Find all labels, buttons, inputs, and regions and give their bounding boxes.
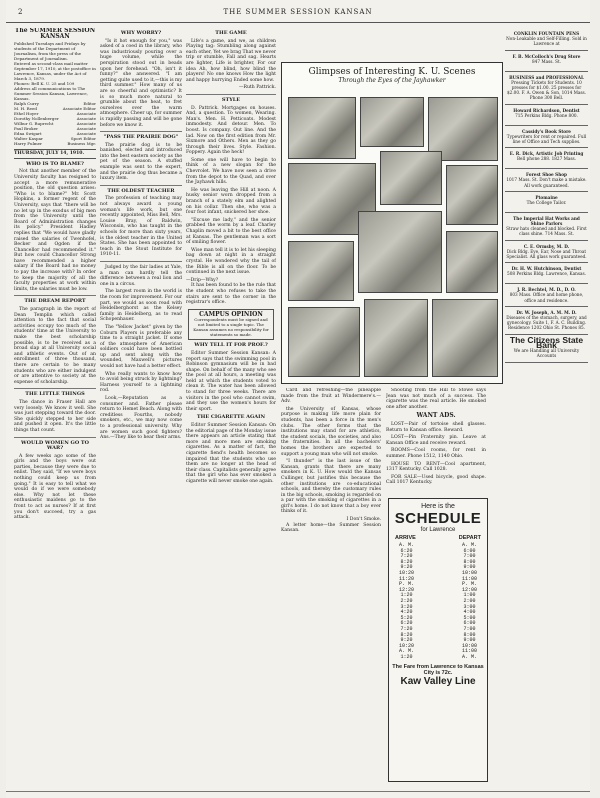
article-text: He was leaving the Hill at noon. A husky senior worn dropped from a branch of a stately elm and alighted on his collar. Then she, who was a four foot infant, snickered her shoe. <box>186 187 276 216</box>
photo-campus-scene <box>358 211 442 293</box>
photo-workshop <box>288 307 360 377</box>
arrive-time: 2:20 <box>400 597 413 604</box>
article-text: The largest room in the world is the room for improvement. For our part, we would as soon read with Heidelberghorst as the Kelsey family in Heidelberg, as to read Schopenhauer. <box>100 289 182 323</box>
ad-box <box>505 263 588 284</box>
want-ad: ROOMS—Cool rooms, for rent in summer. Phone 1512, 1140 Ohio. <box>386 448 486 459</box>
ad-body: Typewriters for rent or repaired. Full line of Office and Tech supplies. <box>506 133 587 145</box>
article-text: Who really wants to know how to avoid being struck by lightning? Harness yourself to a lightning rod. <box>100 371 182 394</box>
arrive-time: 5:20 <box>400 614 413 621</box>
photo-tower <box>446 165 498 225</box>
headline: THE OLDEST TEACHER <box>107 187 175 194</box>
ad-box <box>505 51 588 72</box>
campus-opinion-box <box>188 309 274 341</box>
masthead-title: THE SUMMER SESSION KANSAN <box>223 8 373 16</box>
arrive-time: 11:20 <box>399 575 415 582</box>
entry-text: Entered as second-class mail matter September 17, 1910, at the postoffice in Lawrence, Kansas, under the Act of March 3, 1879. <box>14 61 96 82</box>
article-sign: —Drip—Why? <box>186 277 219 283</box>
ad-body: The College Tailor. <box>526 200 567 206</box>
depart-time: 12:00 <box>461 586 477 593</box>
arrive-time: 8:20 <box>400 558 413 565</box>
ad-box <box>505 241 588 264</box>
article-text: Editor Summer Session Kansan: A report says that the swimming pool in Robinson gymnasium will be in bad shape. On behalf of the many who see the pool at all hours, a meeting was held at which the students voted to clean it. The water has been allowed to stand for three weeks. There are visitors in the pool who cannot swim, and they use the women's hours for their sport. <box>186 350 276 412</box>
article-text: A few weeks ago some of the girls and the boys were out parties, because they were due to enlist. They said, "If we were boys nothing could keep us from going." It is easy to tell what we would do if we were somebody else. Why not let these enthusiastic maidens go to the front to act as nurses? If at first you don't succeed, try a gas attack. <box>14 453 96 521</box>
ad-headline: CONKLIN FOUNTAIN PENS <box>513 31 580 36</box>
staff-row: Walter Kaspar Sport Editor <box>14 136 96 142</box>
staff-row: Wilbur G. Ruprecht Associate <box>14 121 96 127</box>
article-text: Judged by the fair ladies at Yale, a man can hardly tell the difference between a real lion and one in a circus. <box>100 264 182 287</box>
opinion-title: CAMPUS OPINION <box>199 310 263 318</box>
article-text: The paragraph in the report of Dean Templin which called attention to the fact that social activities occupy too much of the students' time at the University to make the best scholarship possible, is to be received as a broad slap at all University social and athletic events. Out of an enrollment of three thousand, there are certain to be many students who are either indulgent or are attentive to society at the expense of scholarship. <box>14 307 96 385</box>
ad-body: Dick Bldg. Eye, Ear, Nose and Throat Specialist. All glass work guaranteed. <box>506 248 587 260</box>
staff-row: Ralph Curry Editor <box>14 101 96 107</box>
article-text: Wise man tell it is to let his sleeping bag down at night in a straight crystal. He wondered why the tail of the Bible is all on the floor. To be continued in the next issue. <box>186 247 276 276</box>
ad-body: 715 Perkins Bldg. Phone 800. <box>515 112 578 118</box>
issue-date: THURSDAY, JULY 14, 1910. <box>14 149 96 159</box>
ad-body: Pressing Tickets for Students. 10 presses for $1.00. 25 presses for $2.00. F. A. Owen & Son, 1014 Mass. Phone 300 Bell. <box>507 79 586 101</box>
column-editorial <box>14 28 96 788</box>
ad-headline: Dr. W. Joseph, A. M. M. D. <box>516 309 577 315</box>
arrive-time: 12:20 <box>399 586 415 593</box>
article-text: Look,—Reputation as a consumer and. Father please return to Hemet Beach. Along with creditless Fourths, nobody smokers, etc., we may now come to a professional university. Why are women such good fighters? Ans.—They like to hear their arms. <box>100 396 182 441</box>
ads-column <box>505 28 588 363</box>
ad-box <box>505 105 588 126</box>
ad-box <box>505 335 588 363</box>
ad-headline: E. R. Dick, Artistic Job Printing <box>509 151 584 157</box>
ad-body: 508 Perkins Bldg. Lawrence, Kansas. <box>507 271 586 277</box>
headline: THE DREAM REPORT <box>24 298 86 305</box>
ad-box <box>505 72 588 105</box>
depart-time: 9:00 <box>463 564 476 571</box>
arrive-time: 9:20 <box>400 564 413 571</box>
arrive-time: A. M. <box>399 542 415 548</box>
staff-row: M. H. Reed Associate Editor <box>14 106 96 112</box>
ad-headline: The Citizens State Bank <box>509 334 584 350</box>
phones-text: Phones: Bell K. U. 25 and 109 <box>14 81 75 87</box>
article-text: Editor Summer Session Kansan: On the editorial page of the Monday issue there appears an article stating that more and more men are smoking cigarettes. As a matter of fact, the cigarette fiend's health becomes so impaired that the students who use them are no longer at the head of their class. Capitalists generally agree that the girl who has ever smoked a cigarette will never smoke one again. <box>186 423 276 484</box>
headline: THE CIGARETTE AGAIN <box>196 414 266 421</box>
arrive-time: 10:20 <box>399 569 415 576</box>
arrive-time: 8:20 <box>400 631 413 638</box>
column-five <box>386 388 486 494</box>
arrive-time: 7:20 <box>400 625 413 632</box>
ad-headline: Cassidy's Book Store <box>522 128 571 134</box>
ad-headline: C. E. Ormsby, M. D. <box>523 243 570 249</box>
depart-time: 8:00 <box>463 558 476 565</box>
schedule-intro: Here is the <box>421 503 455 510</box>
ad-box <box>505 213 588 241</box>
newspaper-page <box>6 0 590 798</box>
column-two <box>100 28 182 788</box>
staff-row: Dorothy Nollenberger Associate <box>14 116 96 122</box>
headline: "PASS THE PRAIRIE DOG" <box>103 134 179 141</box>
arrive-column <box>399 543 414 660</box>
photo-hall-interior <box>380 151 442 205</box>
ad-body: 847 Mass. St. <box>532 58 561 64</box>
ad-box <box>505 126 588 149</box>
depart-time: 11:00 <box>461 648 477 655</box>
depart-time: 4:00 <box>463 609 476 616</box>
ad-box <box>505 307 588 335</box>
depart-time: 5:00 <box>463 614 476 621</box>
opinion-text: Correspondents must be signed and not limited to a single topic. The Kansan assumes no responsibility for statements so made. <box>193 317 269 338</box>
depart-column <box>462 543 477 660</box>
arrive-time: 1:20 <box>400 653 413 660</box>
staff-row: Paul Broker Associate <box>14 126 96 132</box>
ad-headline: Howard Richardson, Dentist <box>513 107 580 113</box>
depart-time: 2:00 <box>463 597 476 604</box>
article-text: Some one will have to begin to think of a new slogan for the Chevrolet. We have now seen a drive from the depot to the Quad, and over the Jayhawk hills. <box>186 157 276 186</box>
depart-time: 9:00 <box>463 637 476 644</box>
arrive-time: 3:20 <box>400 603 413 610</box>
ad-headline: Dr. H. W. Hutchinson, Dentist <box>511 266 582 272</box>
article-text: D. Pattrick. Mortgages on houses. And, a question. To women, Wearing. Man's. Men. H. Petticoats. Modest immodesty. And detour. Men. To boost. Is company. Out line. And the lad. Now on the first edition from Mr. Sixmore and Others. Men as they go through their lives. Style. Fashion. Foppery. Again the heck! <box>186 105 276 156</box>
schedule-title: SCHEDULE <box>394 510 482 527</box>
arrive-time: 9:20 <box>400 637 413 644</box>
depart-time: 1:00 <box>463 592 476 599</box>
article-text: "Excuse me lady," and the senior grabbed the worm by a leaf. Charley Chaplin moved a bit to the best office at Kansas. The gentleman was a sort of smiling flower. <box>186 217 276 246</box>
ad-box <box>505 28 588 51</box>
want-ad: FOR SALE—Used bicycle, good shape. Call 1017 Kentucky. <box>386 474 486 486</box>
headline: WHY TELL IT FOR PROF.? <box>194 342 268 349</box>
ad-box <box>505 192 588 213</box>
depart-time: 7:00 <box>463 553 476 560</box>
staff-list <box>14 101 96 146</box>
staff-row: Edna Swigart Associate <box>14 131 96 137</box>
article-text: Shooting from the Hill to Stowe says Jean was not much of a success. The cigarette was the real article. He smoked one after another. <box>386 388 486 410</box>
arrive-time: 10:20 <box>399 642 415 649</box>
headline: THE LITTLE THINGS <box>25 391 85 398</box>
depart-time: 7:00 <box>463 625 476 632</box>
depart-time: 6:00 <box>463 547 476 554</box>
article-text: the University of Kansas, whose purpose is making life more plain for students, has been a force in the men's clubs. The other forms that the institutions may stand for are athletics, the student socials, the societies, and also the fraternities. In all the bachelors' homes the brothers are expected to support a young man who will not smoke. <box>281 406 381 457</box>
headline: WOULD WOMEN GO TO WAR? <box>21 439 89 452</box>
photo-stadium <box>432 299 498 377</box>
arrive-time: P. M. <box>399 581 415 588</box>
address-text: Address all communications to The Summer Session Kansan, Lawrence, Kansas. <box>14 86 88 102</box>
headline: WHO IS TO BLAME? <box>26 160 84 167</box>
column-three <box>186 28 276 788</box>
photo-campus-building <box>288 97 356 159</box>
page-number: 2 <box>18 8 24 16</box>
depart-time: 6:00 <box>463 620 476 627</box>
depart-header: DEPART <box>458 535 481 541</box>
arrive-time: 6:20 <box>400 620 413 627</box>
depart-time: P. M. <box>461 581 477 588</box>
article-text: "I thunder" is the last issue of the Kansan, grants that there are many smokers in K. U. How would the Kansas Cullinger, but justifies this because the other institutions are co-educational schools, and thereby the customary rules in the big schools, smoking is regarded on a par with the smoking of cigarettes in a girl's home. I do not know that a boy ever thinks of it. <box>281 459 381 515</box>
ad-box <box>505 148 588 169</box>
photo-campus-walk <box>360 97 424 147</box>
ad-body: We are Handling all University Accounts <box>513 348 580 359</box>
depart-time: 10:00 <box>461 569 477 576</box>
ad-body: Straw hats cleaned and blocked. First class shine. 714 Mass. St. <box>506 226 587 237</box>
article-text: A letter home—the Summer Session Kansan. <box>281 522 381 534</box>
masthead <box>6 8 590 23</box>
article-text: The prairie dog is to be banished, elected and introduced into the best eastern society as the pet of the season. A stuffed example was sent to the expert, and the prairie dog thus became a luxury item. <box>100 142 182 182</box>
article-text: The dance in Fraser Hall are very loosely. We know it well. She was just stepping toward the door. She quickly stepped to her side and pushed it open. It's the little things that count. <box>14 399 96 433</box>
article-text: The profession of teaching may not always award a young woman's life work, but one recently appointed, Miss Bell, Mrs. Louise Bray, of Baldwin, Wisconsin, who has taught in the schools for more than sixty years, is the oldest teacher in the United States. She has been appointed to teach in the Stout Institute for 1910-11. <box>100 196 182 258</box>
ad-body: Diseases of the stomach, surgery, and gynecology. Suite 1, F. A. C. Building. Residence 1202 Ohio St. Phones 85. <box>506 315 587 331</box>
depart-time: 11:00 <box>461 575 477 582</box>
ad-headline: Ptomaine <box>535 194 558 200</box>
fare-text: The Fare from Lawrence to Kansas City is 72c. <box>392 664 484 677</box>
arrive-time: 6:20 <box>400 547 413 554</box>
staff-row: Ethel Hoyer Associate <box>14 111 96 117</box>
arrive-time: 7:20 <box>400 553 413 560</box>
headline: WHY WORRY? <box>120 30 162 36</box>
ad-headline: BUSINESS and PROFESSIONAL <box>509 74 584 80</box>
ad-body: Non-Leakable and Self-Filling. Sold in Lawrence at <box>506 36 587 47</box>
photo-students <box>288 241 354 301</box>
ad-body: Bell phone 288. 1827 Mass. <box>516 156 577 162</box>
nameplate: The SUMMER SESSION KANSAN <box>14 28 96 40</box>
about-text: Published Tuesdays and Fridays by students of the Department of Journalism, from the press of the Department of Journalism. <box>14 41 86 62</box>
depart-time: 8:00 <box>463 631 476 638</box>
arrive-time: A. M. <box>399 648 415 655</box>
article-text: "Is it hot enough for you," was asked of a coed in the library, who was industriously pouring over a huge volume, while the perspiration stood out in beads upon her forehead. "Oh, isn't it funny?" she answered. "I am getting quite used to it,—this is my third summer." How many of us are so cheerful and optimistic? It is so much more natural to grumble about the heat, to fret ourselves over the warm atmosphere. Cheer up, for summer is rapidly passing and will be gone before we know it. <box>100 38 182 128</box>
ad-headline: J. R. Bechtel, M. D., D. O. <box>517 287 576 293</box>
headline: THE GAME <box>215 30 247 36</box>
want-ad: LOST—Pair of tortoise shell glasses. Return to Kansan office. Reward. <box>386 421 486 433</box>
depart-time: 3:00 <box>463 603 476 610</box>
line-name: Kaw Valley Line <box>400 676 476 688</box>
arrive-header: ARRIVE <box>395 535 416 541</box>
column-four <box>281 388 381 788</box>
depart-time: 10:00 <box>461 642 477 649</box>
want-ad: LOST—Pin Fraternity pin. Leave at Kansan Office and receive reward. <box>386 435 486 446</box>
ad-body: 803 Mass. Office and home phone, office and residence. <box>509 292 584 303</box>
headline: STYLE <box>221 96 241 103</box>
depart-time: A. M. <box>461 542 477 548</box>
article-text: Not that another member of the University faculty has resigned to accept a more remunerative position, the old question arises: "Who is to blame?" Mr. Scott Hopkins, a former regent of the University, says that "there will be no let up in the exodus of big men from the University until the Board of Administration changes its policy." President Hadley replies that "We would have gladly raised the salaries of Twenhofel, Becker and Ogden if the Chancellor had recommended it." But how could Chancellor Strong have recommended a higher salary if the Board had no money to pay the increase with? In order to keep the majority of all the faculty properties at work within limits, the salaries must be low. <box>14 169 96 292</box>
ad-body: 1017 Mass. St. Don't make a mistake. All work guaranteed. <box>506 177 587 188</box>
want-ad: HOUSE TO RENT—Cool apartment, 1317 Kentucky. Call 1028. <box>386 461 486 473</box>
article-text: Card and refreshing—the pineapple made from the fruit at Windermere's.—Adv. <box>281 388 381 405</box>
photo-feature-title: Glimpses of Interesting K. U. Scenes <box>308 67 476 77</box>
ad-box <box>505 284 588 307</box>
schedule-times <box>389 543 487 660</box>
schedule-ad <box>388 498 488 782</box>
photo-garden <box>446 231 498 293</box>
ad-headline: Forest Shoe Shop <box>526 172 567 178</box>
want-ads-title: WANT ADS. <box>416 412 456 420</box>
arrive-time: 1:20 <box>400 592 413 599</box>
ad-box <box>505 169 588 192</box>
article-text: The "Yellow Jacket" given by the Coburn Players is preferable any time to a straight jacket. If some of the atmosphere of American soldiers could have been bottled up and sent along with the wounded, Maxwell's pictures would not have had a better effect. <box>100 324 182 370</box>
ad-headline: F. B. McColloch's Drug Store <box>512 53 581 59</box>
ad-headline: The Imperial Hat Works and Shine Parlors <box>513 215 580 227</box>
schedule-for: for Lawrence <box>420 527 456 533</box>
poem-author: —Ruth Pattrick. <box>238 85 276 91</box>
staff-row: Harry Fulmer Business Mgr. <box>14 141 96 147</box>
photo-feature-subtitle: Through the Eyes of the Jayhawker <box>338 77 446 84</box>
poem-text: Life's a game, and we, as children Playing tag: Stumbling along against each other, Yet we brag That we never trip or stumble, Fall and sag. Hearts are lighter, Life is brighter, For our idea Ah, how blind, how blind the players! No one knows How the light and happy hurrying Ended some how. <box>186 38 276 83</box>
photo-library <box>364 299 428 377</box>
article-text: It has been found to be the rule that the student who refuses to take the stairs are sent to the corner in the registrar's office. <box>186 283 276 306</box>
photo-feature <box>281 62 503 384</box>
arrive-time: 4:20 <box>400 609 413 616</box>
article-sign: I Don't Smoke. <box>346 517 381 523</box>
depart-time: A. M. <box>461 653 477 660</box>
